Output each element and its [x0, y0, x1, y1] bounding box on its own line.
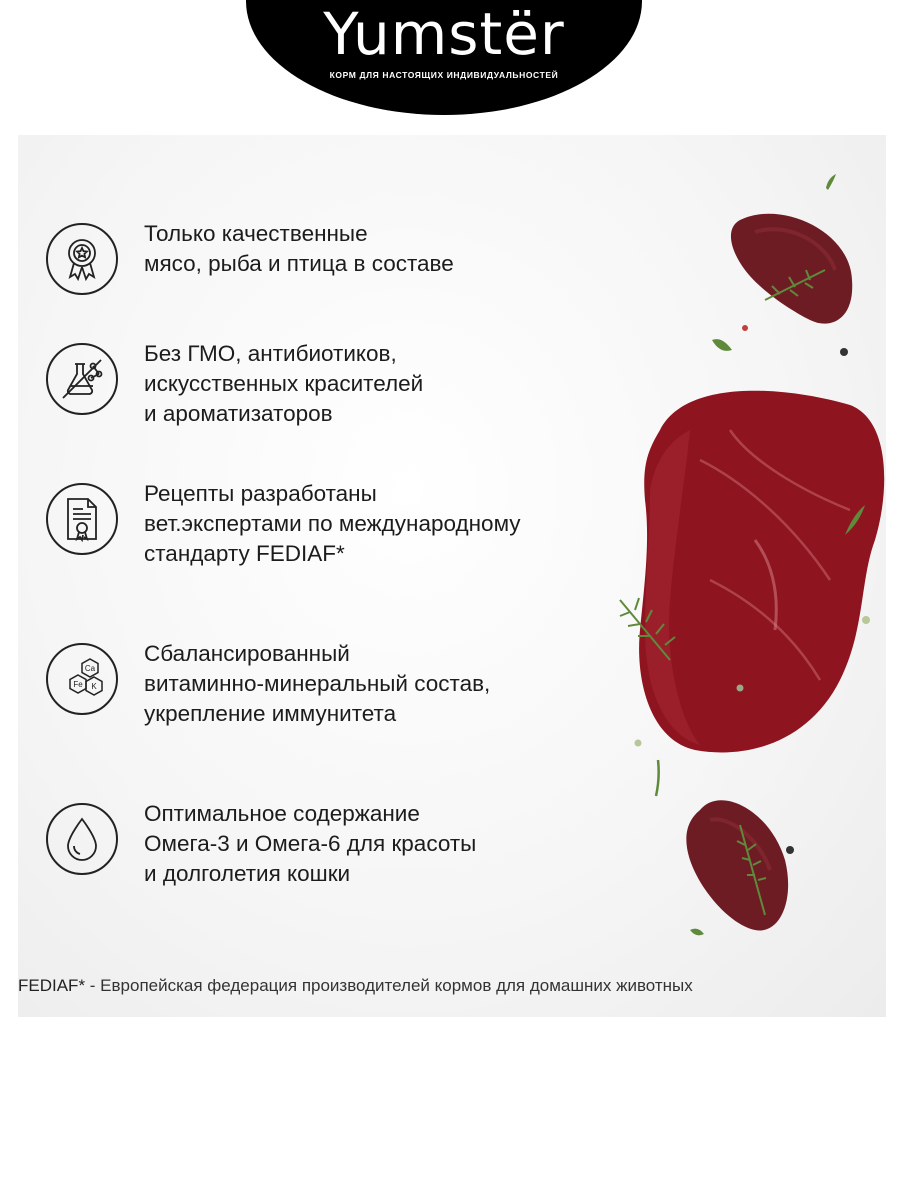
feature-item-no-gmo [46, 341, 606, 426]
feature-item-quality [46, 223, 606, 303]
certified-document-icon [46, 483, 118, 555]
mineral-ca-label: Ca [84, 664, 96, 673]
fediaf-footnote: FEDIAF* - Европейская федерация производителей кормов для домашних животных [18, 976, 693, 995]
meat-illustration [590, 160, 890, 950]
brand-name: Yumstër [323, 0, 565, 68]
kidney-bottom-image [686, 800, 794, 935]
minerals-hexagon-icon [46, 643, 118, 715]
mineral-k-label: K [91, 682, 97, 691]
feature-text: Рецепты разработаны вет.экспертами по международному стандарту FEDIAF* [144, 481, 521, 566]
brand-logo [246, 0, 642, 115]
oil-drop-icon [46, 803, 118, 875]
feature-text: Только качественные мясо, рыба и птица в составе [144, 221, 454, 276]
feature-item-fediaf [46, 481, 606, 566]
feature-text: Оптимальное содержание Омега-3 и Омега-6 для красоты и долголетия кошки [144, 801, 477, 886]
mineral-fe-label: Fe [73, 680, 83, 689]
herb-leaf [712, 339, 732, 351]
feature-text: Сбалансированный витаминно-минеральный состав, укрепление иммунитета [144, 641, 491, 726]
brand-slogan: КОРМ ДЛЯ НАСТОЯЩИХ ИНДИВИДУАЛЬНОСТЕЙ [329, 70, 559, 80]
no-chemicals-flask-icon [46, 343, 118, 415]
feature-item-omega [46, 801, 606, 886]
feature-text: Без ГМО, антибиотиков, искусственных красителей и ароматизаторов [144, 341, 424, 426]
feature-item-minerals [46, 641, 606, 726]
steak-image [639, 391, 884, 753]
kidney-top-image [731, 174, 852, 324]
award-ribbon-icon [46, 223, 118, 295]
